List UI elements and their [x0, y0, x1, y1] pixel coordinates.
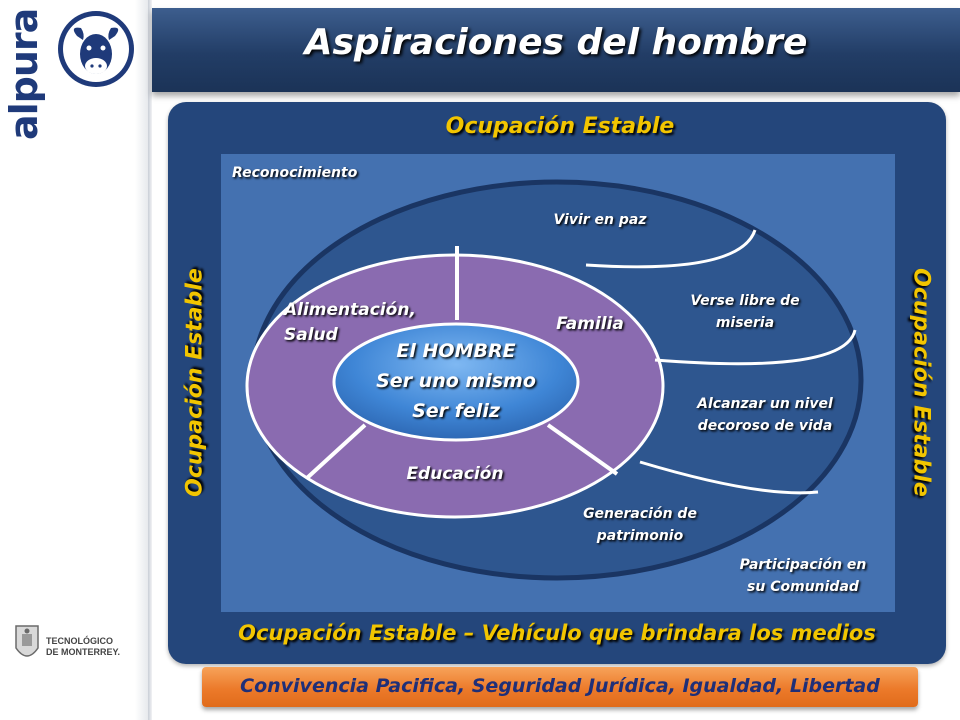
reconocimiento-label: Reconocimiento: [232, 165, 358, 181]
institution-line1: TECNOLÓGICO: [46, 636, 113, 646]
vivir-en-paz-label: Vivir en paz: [553, 212, 647, 228]
participacion-label: Participación en su Comunidad: [739, 557, 867, 595]
bottom-label: Ocupación Estable – Vehículo que brindara los medios: [238, 621, 876, 645]
brand-wordmark: alpura: [2, 8, 46, 140]
center-line2: Ser uno mismo: [376, 370, 536, 392]
page-title: Aspiraciones del hombre: [304, 22, 808, 63]
familia-label: Familia: [556, 314, 624, 334]
values-footer: [202, 667, 918, 707]
alcanzar-nivel-label: Alcanzar un nivel decoroso de vida: [697, 396, 833, 434]
educacion-label: Educación: [406, 464, 504, 484]
alimentacion-label: Alimentación, Salud: [284, 300, 416, 345]
verse-libre-label: Verse libre de miseria: [690, 293, 800, 331]
top-label: Ocupación Estable: [445, 114, 675, 139]
values-text: Convivencia Pacifica, Seguridad Jurídica, Igualdad, Libertad: [240, 675, 880, 697]
center-line3: Ser feliz: [412, 400, 500, 422]
left-label: Ocupación Estable: [182, 268, 208, 497]
right-label: Ocupación Estable: [908, 268, 934, 497]
institution-line2: DE MONTERREY.: [46, 647, 121, 657]
center-line1: El HOMBRE: [396, 340, 516, 362]
generacion-label: Generación de patrimonio: [583, 506, 697, 544]
